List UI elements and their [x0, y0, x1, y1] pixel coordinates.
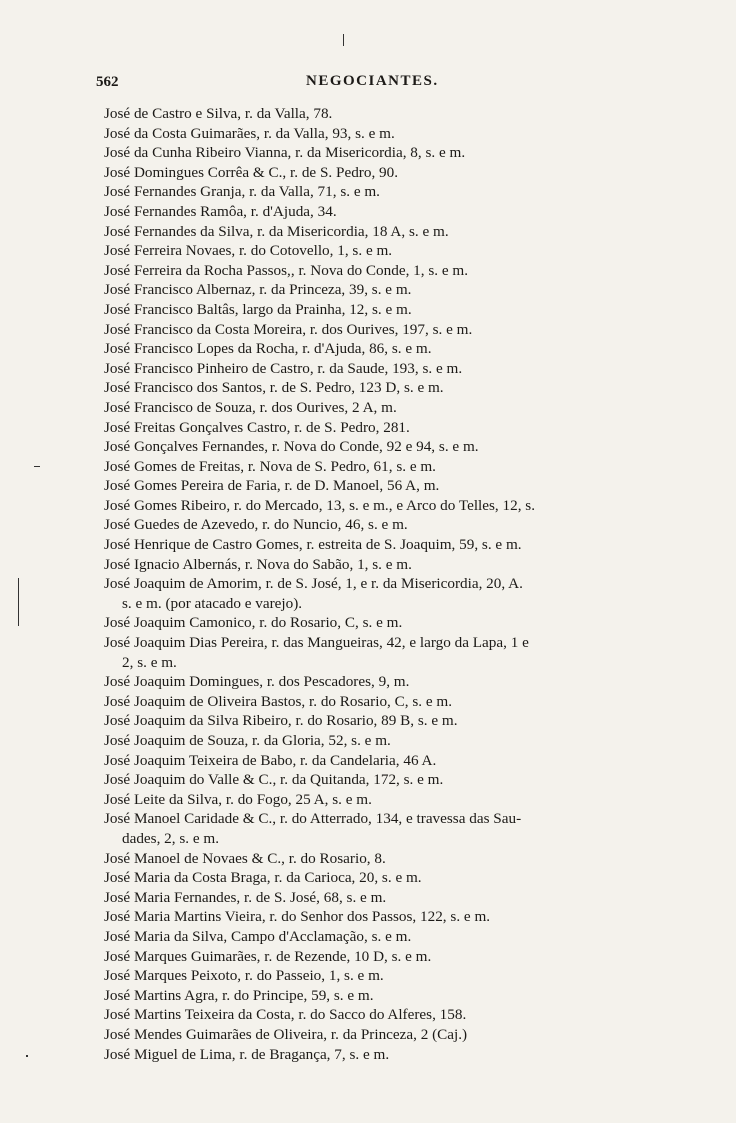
- list-item: José Manoel de Novaes & C., r. do Rosario, 8.: [104, 849, 386, 867]
- list-item: José Maria Fernandes, r. de S. José, 68, s. e m.: [104, 888, 387, 906]
- list-item: José Fernandes Ramôa, r. d'Ajuda, 34.: [104, 202, 337, 220]
- list-item: José Marques Peixoto, r. do Passeio, 1, s. e m.: [104, 967, 384, 985]
- ink-dot-margin: [34, 466, 40, 467]
- list-item: José Guedes de Azevedo, r. do Nuncio, 46, s. e m.: [104, 516, 408, 534]
- list-item: José Joaquim Domingues, r. dos Pescadores, 9, m.: [104, 673, 410, 691]
- list-item: José Marques Guimarães, r. de Rezende, 10 D, s. e m.: [104, 947, 432, 965]
- list-item: José Maria da Costa Braga, r. da Carioca, 20, s. e m.: [104, 869, 422, 887]
- list-item: José Leite da Silva, r. do Fogo, 25 A, s. e m.: [104, 790, 372, 808]
- list-item: José da Costa Guimarães, r. da Valla, 93, s. e m.: [104, 124, 395, 142]
- list-item: José Francisco Lopes da Rocha, r. d'Ajuda, 86, s. e m.: [104, 340, 432, 358]
- list-item: José de Castro e Silva, r. da Valla, 78.: [104, 105, 333, 122]
- list-item: José Francisco dos Santos, r. de S. Pedro, 123 D, s. e m.: [104, 379, 444, 397]
- list-item: José Joaquim de Souza, r. da Gloria, 52, s. e m.: [104, 732, 391, 749]
- list-item: José Francisco Baltâs, largo da Prainha, 12, s. e m.: [104, 300, 412, 318]
- list-item: José Joaquim Camonico, r. do Rosario, C, s. e m.: [104, 614, 403, 632]
- list-item: José Freitas Gonçalves Castro, r. de S. Pedro, 281.: [104, 418, 410, 436]
- list-item: José Joaquim Teixeira de Babo, r. da Candelaria, 46 A.: [104, 751, 437, 769]
- list-item: José Domingues Corrêa & C., r. de S. Pedro, 90.: [104, 163, 399, 181]
- list-item: José Francisco da Costa Moreira, r. dos Ourives, 197, s. e m.: [104, 320, 473, 338]
- list-item: José Martins Agra, r. do Principe, 59, s. e m.: [104, 986, 374, 1004]
- list-item: José Gomes Ribeiro, r. do Mercado, 13, s. e m., e Arco do Telles, 12, s.: [104, 496, 536, 514]
- list-item: José Joaquim do Valle & C., r. da Quitanda, 172, s. e m.: [104, 771, 444, 789]
- list-item: José Miguel de Lima, r. de Bragança, 7, s. e m.: [104, 1045, 390, 1063]
- list-item: José Ferreira da Rocha Passos,, r. Nova do Conde, 1, s. e m.: [104, 261, 469, 279]
- running-head: NEGOCIANTES.: [306, 73, 439, 89]
- list-item: José Francisco Albernaz, r. da Princeza, 39, s. e m.: [104, 281, 412, 299]
- list-item: José Manoel Caridade & C., r. do Atterrado, 134, e travessa das Sau-: [104, 810, 522, 828]
- ink-mark-left: [18, 578, 19, 626]
- list-item: José Fernandes da Silva, r. da Misericordia, 18 A, s. e m.: [104, 222, 449, 240]
- page-number: 562: [96, 74, 119, 90]
- list-item: José Ignacio Albernás, r. Nova do Sabão, 1, s. e m.: [104, 555, 412, 573]
- list-item: José Maria da Silva, Campo d'Acclamação, s. e m.: [104, 927, 412, 945]
- list-item: José Joaquim Dias Pereira, r. das Mangueiras, 42, e largo da Lapa, 1 e: [104, 634, 529, 652]
- list-item: José Joaquim de Oliveira Bastos, r. do Rosario, C, s. e m.: [104, 692, 453, 710]
- list-item: José da Cunha Ribeiro Vianna, r. da Misericordia, 8, s. e m.: [104, 144, 466, 162]
- list-item-continuation: s. e m. (por atacado e varejo).: [122, 594, 303, 612]
- list-item: José Ferreira Novaes, r. do Cotovello, 1, s. e m.: [104, 242, 393, 260]
- list-item: José Joaquim de Amorim, r. de S. José, 1, e r. da Misericordia, 20, A.: [104, 575, 523, 593]
- list-item: José Mendes Guimarães de Oliveira, r. da Princeza, 2 (Caj.): [104, 1025, 468, 1043]
- list-item: José Francisco de Souza, r. dos Ourives, 2 A, m.: [104, 398, 397, 416]
- list-item: José Gomes de Freitas, r. Nova de S. Pedro, 61, s. e m.: [104, 457, 436, 475]
- list-item: José Gonçalves Fernandes, r. Nova do Conde, 92 e 94, s. e m.: [104, 438, 479, 456]
- ink-dot-left: [26, 1055, 28, 1057]
- list-item: José Joaquim da Silva Ribeiro, r. do Rosario, 89 B, s. e m.: [104, 712, 458, 730]
- list-item-continuation: dades, 2, s. e m.: [122, 829, 220, 847]
- directory-list: [104, 104, 704, 1064]
- page-header: [96, 74, 696, 100]
- list-item: José Maria Martins Vieira, r. do Senhor dos Passos, 122, s. e m.: [104, 908, 491, 926]
- list-item: José Gomes Pereira de Faria, r. de D. Manoel, 56 A, m.: [104, 477, 440, 495]
- list-item: José Fernandes Granja, r. da Valla, 71, s. e m.: [104, 183, 380, 201]
- ink-mark-top: [343, 34, 344, 46]
- list-item: José Martins Teixeira da Costa, r. do Sacco do Alferes, 158.: [104, 1006, 467, 1024]
- list-item: José Henrique de Castro Gomes, r. estreita de S. Joaquim, 59, s. e m.: [104, 536, 522, 554]
- list-item-continuation: 2, s. e m.: [122, 653, 177, 671]
- list-item: José Francisco Pinheiro de Castro, r. da Saude, 193, s. e m.: [104, 359, 463, 377]
